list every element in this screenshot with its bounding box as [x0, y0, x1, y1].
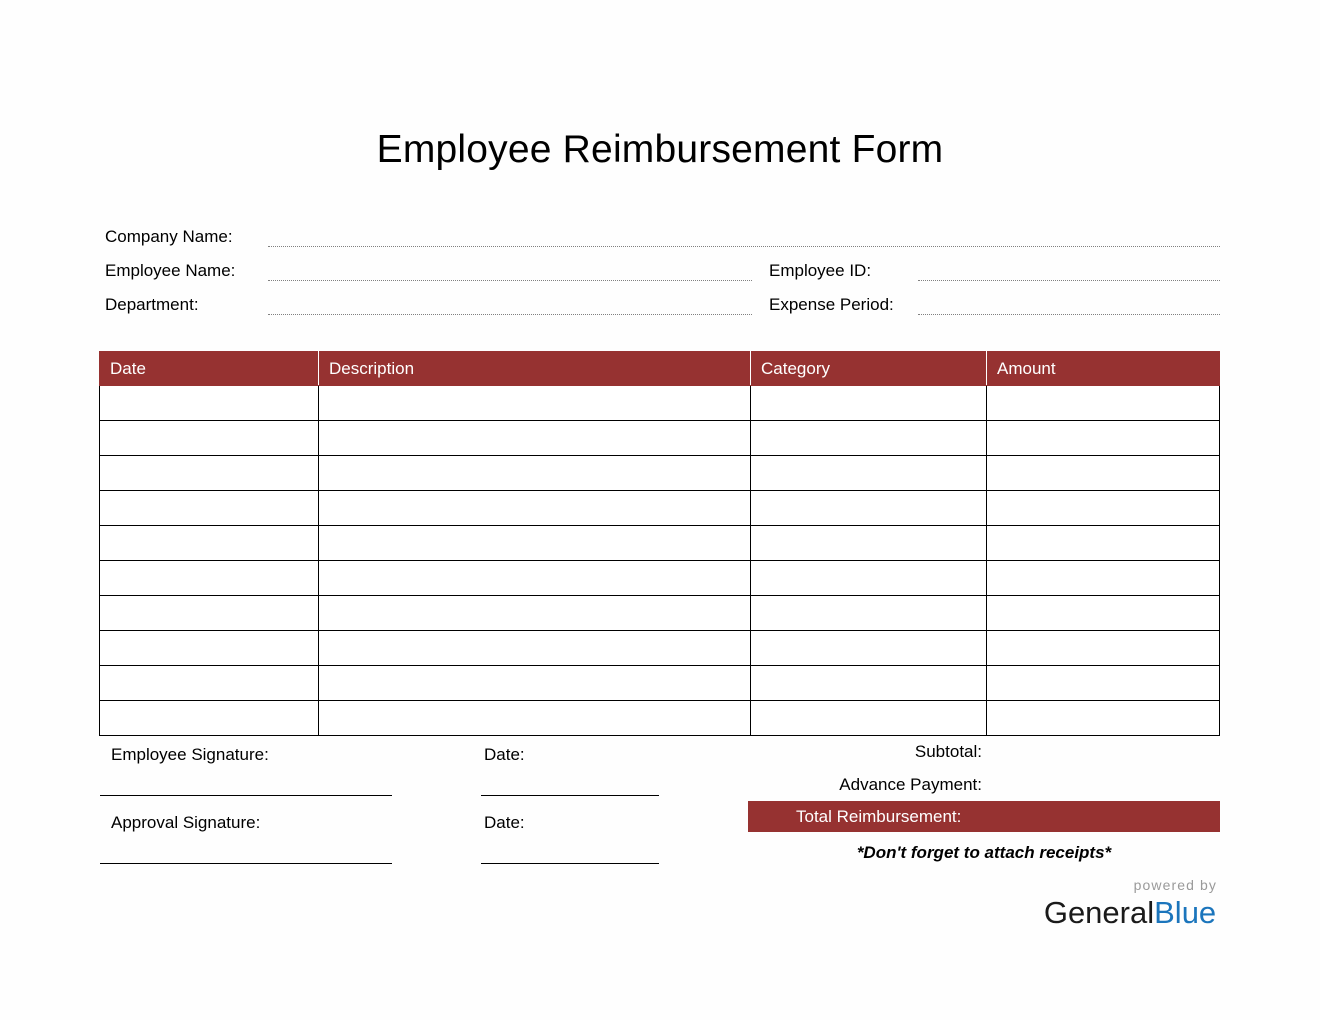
approval-signature-input[interactable] [100, 863, 392, 864]
totals-section [748, 735, 1220, 832]
subtotal-label: Subtotal: [914, 742, 982, 761]
employee-name-input[interactable] [268, 280, 752, 281]
cell-amount[interactable] [987, 386, 1220, 421]
table-row [100, 491, 1220, 526]
field-row-employee-name [0, 259, 1320, 283]
employee-id-label: Employee ID: [769, 261, 872, 280]
table-row [100, 631, 1220, 666]
employee-name-label: Employee Name: [105, 261, 236, 280]
cell-amount[interactable] [987, 701, 1220, 736]
table-row [100, 456, 1220, 491]
cell-date[interactable] [100, 596, 319, 631]
cell-category[interactable] [751, 666, 987, 701]
cell-category[interactable] [751, 596, 987, 631]
generalblue-logo [1035, 876, 1225, 932]
cell-description[interactable] [319, 561, 751, 596]
logo-word-blue: Blue [1154, 895, 1217, 930]
expense-period-label: Expense Period: [769, 295, 894, 314]
cell-category[interactable] [751, 561, 987, 596]
powered-by-label: powered by [1133, 877, 1217, 893]
cell-description[interactable] [319, 631, 751, 666]
cell-date[interactable] [100, 456, 319, 491]
cell-amount[interactable] [987, 526, 1220, 561]
expense-table-body [100, 386, 1220, 736]
department-input[interactable] [268, 314, 752, 315]
cell-description[interactable] [319, 456, 751, 491]
table-row [100, 526, 1220, 561]
logo-word-general: General [1043, 895, 1155, 930]
employee-signature-label: Employee Signature: [111, 745, 269, 764]
cell-description[interactable] [319, 596, 751, 631]
cell-category[interactable] [751, 631, 987, 666]
cell-date[interactable] [100, 421, 319, 456]
expense-table-header-row [100, 352, 1220, 386]
employee-signature-date-label: Date: [484, 745, 525, 764]
table-row [100, 386, 1220, 421]
cell-category[interactable] [751, 491, 987, 526]
cell-category[interactable] [751, 421, 987, 456]
column-header-amount: Amount [987, 352, 1220, 386]
cell-amount[interactable] [987, 561, 1220, 596]
department-label: Department: [105, 295, 199, 314]
cell-description[interactable] [319, 666, 751, 701]
cell-date[interactable] [100, 491, 319, 526]
table-row [100, 701, 1220, 736]
employee-signature-date-input[interactable] [481, 795, 659, 796]
cell-category[interactable] [751, 386, 987, 421]
table-row [100, 666, 1220, 701]
logo-wordmark [1035, 894, 1225, 932]
employee-signature-input[interactable] [100, 795, 392, 796]
cell-category[interactable] [751, 701, 987, 736]
company-name-label: Company Name: [105, 227, 233, 246]
cell-description[interactable] [319, 701, 751, 736]
cell-amount[interactable] [987, 491, 1220, 526]
column-header-description: Description [319, 352, 751, 386]
column-header-date: Date [100, 352, 319, 386]
cell-amount[interactable] [987, 596, 1220, 631]
cell-date[interactable] [100, 666, 319, 701]
cell-description[interactable] [319, 526, 751, 561]
cell-date[interactable] [100, 386, 319, 421]
cell-description[interactable] [319, 386, 751, 421]
advance-payment-label: Advance Payment: [839, 775, 982, 794]
field-row-department [0, 293, 1320, 317]
cell-amount[interactable] [987, 421, 1220, 456]
total-reimbursement-row[interactable] [748, 801, 1220, 832]
cell-category[interactable] [751, 456, 987, 491]
approval-signature-date-label: Date: [484, 813, 525, 832]
advance-payment-row[interactable] [748, 768, 1220, 801]
expense-period-input[interactable] [918, 314, 1220, 315]
column-header-category: Category [751, 352, 987, 386]
cell-description[interactable] [319, 421, 751, 456]
table-row [100, 421, 1220, 456]
table-row [100, 596, 1220, 631]
expense-table [99, 351, 1220, 736]
cell-amount[interactable] [987, 631, 1220, 666]
cell-date[interactable] [100, 631, 319, 666]
cell-description[interactable] [319, 491, 751, 526]
cell-amount[interactable] [987, 666, 1220, 701]
cell-date[interactable] [100, 561, 319, 596]
receipt-reminder-note: *Don't forget to attach receipts* [856, 843, 1112, 862]
cell-date[interactable] [100, 526, 319, 561]
cell-date[interactable] [100, 701, 319, 736]
employee-id-input[interactable] [918, 280, 1220, 281]
approval-signature-label: Approval Signature: [111, 813, 261, 832]
cell-category[interactable] [751, 526, 987, 561]
total-reimbursement-label: Total Reimbursement: [796, 807, 962, 826]
approval-signature-date-input[interactable] [481, 863, 659, 864]
company-name-input[interactable] [268, 246, 1220, 247]
cell-amount[interactable] [987, 456, 1220, 491]
page-title: Employee Reimbursement Form [376, 128, 944, 171]
field-row-company-name [0, 225, 1320, 249]
subtotal-row[interactable] [748, 735, 1220, 768]
table-row [100, 561, 1220, 596]
